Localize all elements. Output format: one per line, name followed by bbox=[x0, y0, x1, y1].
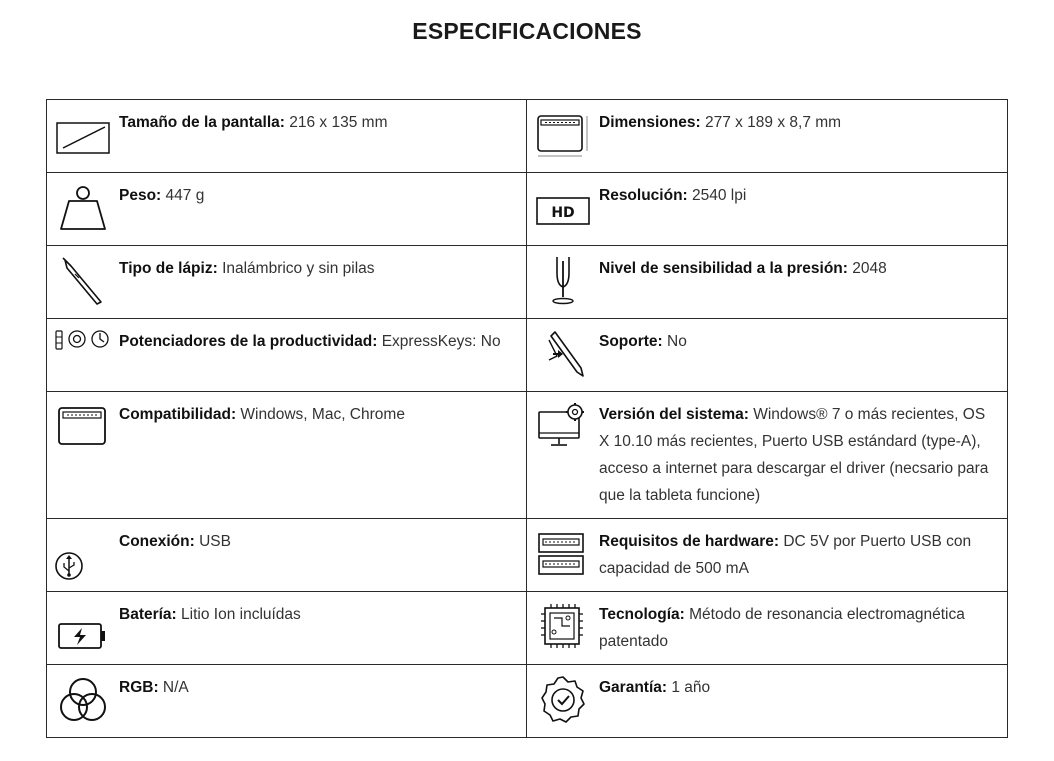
spec-cell bbox=[47, 319, 527, 392]
specs-table bbox=[46, 99, 1008, 738]
spec-value: Windows® 7 o más recientes, OS X 10.10 más recientes, Puerto USB estándard (type-A), acceso a internet para descargar el driver (necsario para que la tableta funcione) bbox=[599, 406, 989, 504]
spec-cell bbox=[527, 665, 1008, 738]
tablet-dimensions-icon bbox=[535, 110, 591, 160]
spec-cell bbox=[527, 100, 1008, 173]
table-row bbox=[47, 173, 1008, 246]
productivity-icon bbox=[55, 329, 111, 379]
spec-cell bbox=[47, 392, 527, 519]
table-row bbox=[47, 392, 1008, 519]
spec-cell bbox=[47, 519, 527, 592]
spec-label: Dimensiones: bbox=[599, 114, 701, 131]
chip-icon bbox=[535, 602, 591, 652]
spec-value: ExpressKeys: No bbox=[381, 333, 501, 350]
table-row bbox=[47, 519, 1008, 592]
table-row bbox=[47, 319, 1008, 392]
spec-label: Tamaño de la pantalla: bbox=[119, 114, 285, 131]
table-row bbox=[47, 665, 1008, 738]
spec-value: Litio Ion incluídas bbox=[181, 606, 301, 623]
spec-label: Soporte: bbox=[599, 333, 663, 350]
hd-icon-text: HD bbox=[551, 205, 575, 221]
spec-value: Método de resonancia electromagnética patentado bbox=[599, 606, 965, 650]
spec-value: DC 5V por Puerto USB con capacidad de 500 mA bbox=[599, 533, 972, 577]
weight-icon bbox=[55, 183, 111, 233]
spec-label: Peso: bbox=[119, 187, 162, 204]
page-title: ESPECIFICACIONES bbox=[412, 18, 642, 44]
spec-value: 216 x 135 mm bbox=[289, 114, 388, 131]
rgb-icon bbox=[55, 675, 111, 725]
spec-value: USB bbox=[199, 533, 231, 550]
warranty-icon bbox=[535, 675, 591, 725]
spec-value: Windows, Mac, Chrome bbox=[240, 406, 405, 423]
spec-cell bbox=[47, 665, 527, 738]
spec-value: 2048 bbox=[852, 260, 887, 277]
spec-cell bbox=[47, 246, 527, 319]
spec-label: Resolución: bbox=[599, 187, 688, 204]
spec-cell bbox=[47, 592, 527, 665]
spec-cell bbox=[527, 592, 1008, 665]
spec-cell bbox=[47, 100, 527, 173]
spec-cell bbox=[47, 173, 527, 246]
spec-label: Tipo de lápiz: bbox=[119, 260, 218, 277]
usb-ports-icon bbox=[535, 529, 591, 579]
spec-value: 447 g bbox=[165, 187, 205, 204]
spec-value: N/A bbox=[162, 679, 189, 696]
spec-label: Versión del sistema: bbox=[599, 406, 749, 423]
spec-label: Nivel de sensibilidad a la presión: bbox=[599, 260, 848, 277]
hd-icon bbox=[535, 183, 591, 233]
spec-label: Tecnología: bbox=[599, 606, 685, 623]
spec-cell bbox=[527, 319, 1008, 392]
spec-label: Requisitos de hardware: bbox=[599, 533, 780, 550]
table-row bbox=[47, 100, 1008, 173]
spec-cell bbox=[527, 519, 1008, 592]
usb-icon bbox=[55, 529, 111, 583]
screen-size-icon bbox=[55, 110, 111, 160]
spec-cell bbox=[527, 392, 1008, 519]
pressure-pen-icon bbox=[535, 256, 591, 306]
spec-cell bbox=[527, 173, 1008, 246]
spec-value: 2540 lpi bbox=[692, 187, 747, 204]
spec-value: No bbox=[667, 333, 687, 350]
battery-icon bbox=[55, 602, 111, 654]
spec-label: RGB: bbox=[119, 679, 159, 696]
pen-icon bbox=[55, 256, 111, 306]
spec-label: Batería: bbox=[119, 606, 177, 623]
spec-label: Potenciadores de la productividad: bbox=[119, 333, 378, 350]
spec-value: 277 x 189 x 8,7 mm bbox=[704, 114, 842, 131]
table-row bbox=[47, 246, 1008, 319]
spec-label: Compatibilidad: bbox=[119, 406, 237, 423]
spec-cell bbox=[527, 246, 1008, 319]
pen-stand-icon bbox=[535, 329, 591, 379]
spec-value: Inalámbrico y sin pilas bbox=[222, 260, 375, 277]
monitor-gear-icon bbox=[535, 402, 591, 452]
tablet-icon bbox=[55, 402, 111, 452]
table-row bbox=[47, 592, 1008, 665]
spec-value: 1 año bbox=[671, 679, 711, 696]
spec-label: Garantía: bbox=[599, 679, 668, 696]
spec-label: Conexión: bbox=[119, 533, 195, 550]
